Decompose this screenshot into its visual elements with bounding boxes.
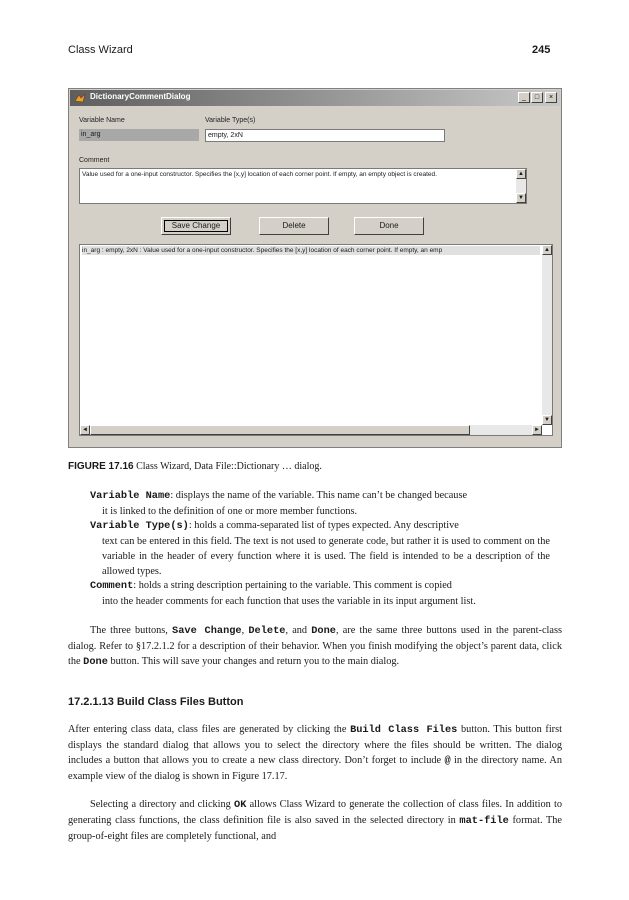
definition-text: : displays the name of the variable. This name can’t be changed because xyxy=(170,490,468,501)
minimize-icon[interactable]: _ xyxy=(518,92,530,103)
scroll-up-icon[interactable]: ▲ xyxy=(542,245,552,255)
definition-term: Variable Type(s) xyxy=(90,520,189,532)
text: , are the same three buttons used in the parent-class dialog. Refer to §17.2.1.2 for a description of their behavior. When you finish modifying the object’s parent data, click the xyxy=(68,625,562,667)
variable-name-field: in_arg xyxy=(79,129,199,141)
page-number: 245 xyxy=(532,44,551,56)
code-term: Delete xyxy=(248,625,286,637)
definition-text: : holds a string description pertaining to the variable. This comment is copied xyxy=(133,580,452,591)
code-term: mat-file xyxy=(459,815,509,827)
definition-variable-name xyxy=(90,488,550,519)
variable-name-label: Variable Name xyxy=(79,117,125,124)
maximize-icon[interactable]: □ xyxy=(531,92,543,103)
text: The three buttons, xyxy=(90,625,173,636)
text: After entering class data, class files are generated by clicking the xyxy=(68,724,351,735)
running-title: Class Wizard xyxy=(68,44,133,56)
save-change-button[interactable]: Save Change xyxy=(161,217,231,235)
definition-continuation: into the header comments for each function that uses the variable in its input argument list. xyxy=(102,596,476,607)
text: button. This button first displays the standard dialog that allows you to select the directory where the files should be written. The dialog includes a button that allows you to create a new class directory. Don’t forget to include xyxy=(68,724,562,766)
dictionary-comment-dialog xyxy=(68,88,562,448)
scroll-thumb[interactable] xyxy=(90,425,470,435)
variable-type-label: Variable Type(s) xyxy=(205,117,256,124)
code-term: Build Class Files xyxy=(350,724,458,736)
scroll-down-icon[interactable]: ▼ xyxy=(516,193,526,203)
list-vertical-scrollbar[interactable] xyxy=(542,245,552,425)
list-horizontal-scrollbar[interactable] xyxy=(80,425,542,435)
figure-caption xyxy=(68,461,322,472)
scroll-right-icon[interactable]: ► xyxy=(532,425,542,435)
scroll-down-icon[interactable]: ▼ xyxy=(542,415,552,425)
code-term: Done xyxy=(311,625,336,637)
text: format. The group-of-eight files are completely functional, and xyxy=(68,815,563,842)
list-item[interactable]: in_arg : empty, 2xN : Value used for a one-input constructor. Specifies the [x,y] location of each corner point. If empty, an emp xyxy=(82,246,540,255)
text: in the directory name. An example view of the dialog is shown in Figure 17.17. xyxy=(68,755,562,782)
definition-term: Comment xyxy=(90,580,134,592)
paragraph-buttons xyxy=(68,623,562,670)
comment-textarea[interactable] xyxy=(79,168,527,204)
paragraph-select-directory xyxy=(68,797,562,844)
definition-continuation: it is linked to the definition of one or more member functions. xyxy=(102,506,358,517)
comment-label: Comment xyxy=(79,157,110,164)
section-heading: 17.2.1.13 Build Class Files Button xyxy=(68,696,244,708)
caption-text: Class Wizard, Data File::Dictionary … dialog. xyxy=(136,461,322,472)
definition-comment xyxy=(90,578,550,609)
text: Selecting a directory and clicking xyxy=(90,799,235,810)
code-term: OK xyxy=(234,799,247,811)
definition-text: : holds a comma-separated list of types expected. Any descriptive xyxy=(188,520,459,531)
text: , and xyxy=(285,625,312,636)
text: , xyxy=(241,625,249,636)
comment-text: Value used for a one-input constructor. Specifies the [x,y] location of each corner point. If empty, an empty object is created. xyxy=(82,171,437,178)
done-button[interactable]: Done xyxy=(354,217,424,235)
comment-scrollbar[interactable] xyxy=(516,169,526,203)
title-bar xyxy=(70,90,560,106)
matlab-icon xyxy=(74,92,86,104)
text: allows Class Wizard to generate the collection of class files. In addition to generating class functions, the class definition file is also saved in the selected directory in xyxy=(68,799,562,826)
code-term: @ xyxy=(444,755,451,767)
window-title: DictionaryCommentDialog xyxy=(90,92,191,101)
definition-term: Variable Name xyxy=(90,490,171,502)
code-term: Done xyxy=(83,656,108,668)
definition-variable-types xyxy=(90,518,550,579)
scroll-up-icon[interactable]: ▲ xyxy=(516,169,526,179)
delete-button[interactable]: Delete xyxy=(259,217,329,235)
code-term: Save Change xyxy=(172,625,242,637)
paragraph-build-files xyxy=(68,722,562,784)
text: button. This will save your changes and return you to the main dialog. xyxy=(107,656,400,667)
figure-label: FIGURE 17.16 xyxy=(68,461,134,472)
variable-listbox[interactable] xyxy=(79,244,553,436)
variable-type-input[interactable]: empty, 2xN xyxy=(205,129,445,142)
definition-continuation: text can be entered in this field. The text is not used to generate code, but rather it is used to comment on the variable in the header of every function where it is used. The field is intended to be a description of the allowed types. xyxy=(102,536,550,577)
scroll-left-icon[interactable]: ◄ xyxy=(80,425,90,435)
close-icon[interactable]: × xyxy=(545,92,557,103)
